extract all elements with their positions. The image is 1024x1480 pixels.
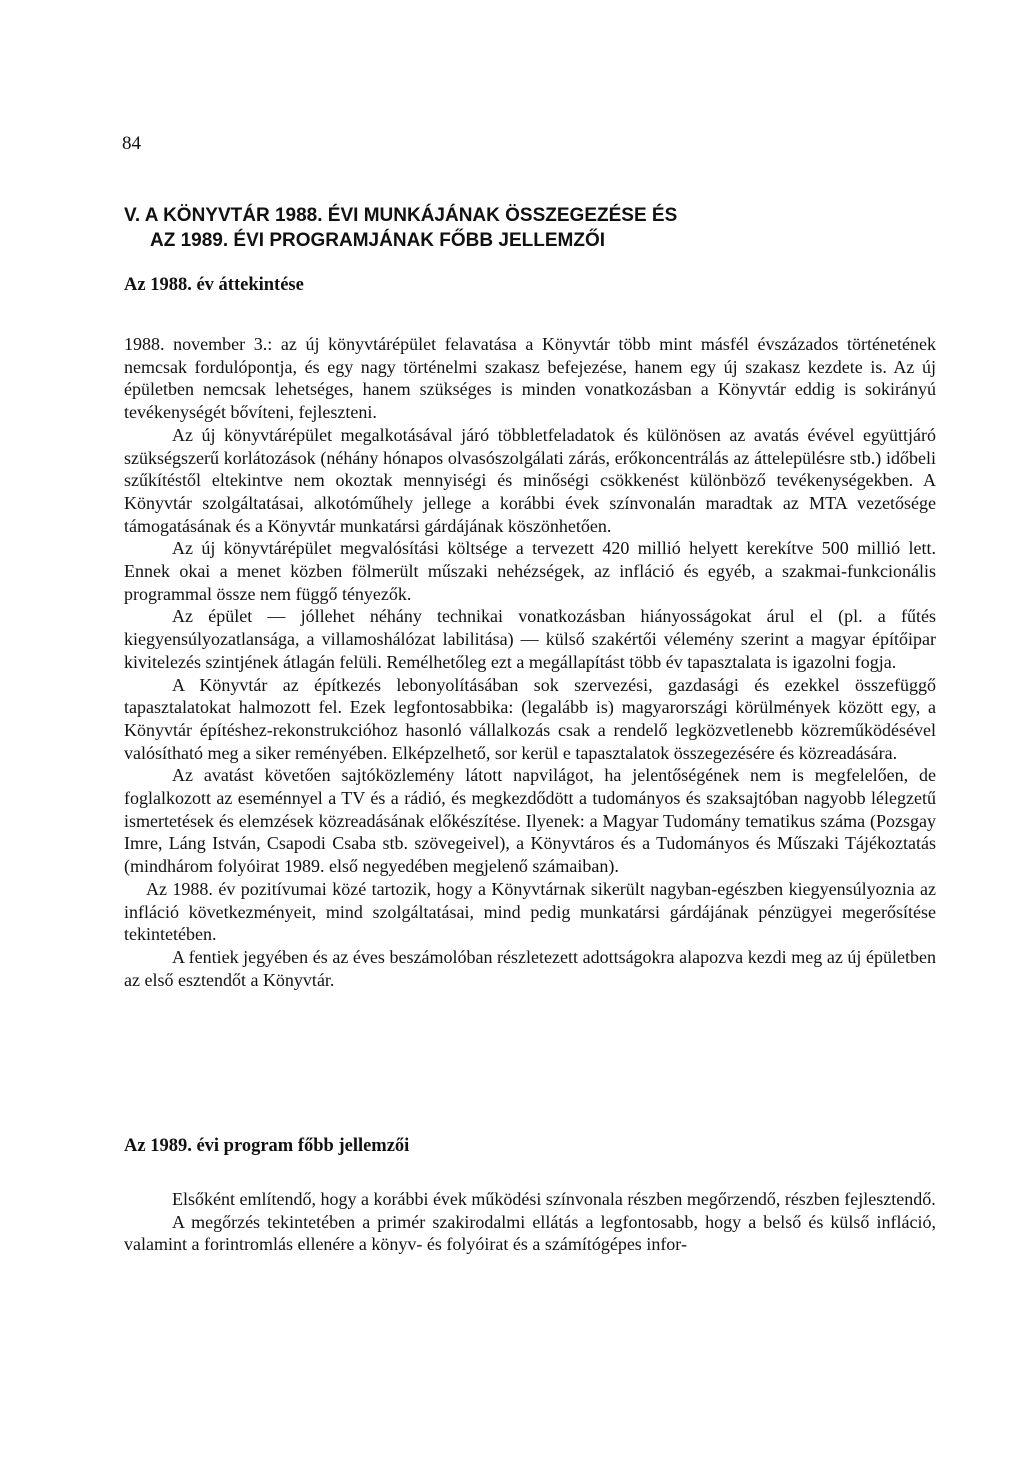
paragraph: A megőrzés tekintetében a primér szakirodalmi ellátás a legfontosabb, hogy a belső és külső infláció, valamint a forintromlás ellenére a könyv- és folyóirat és a számítógépes infor- [124, 1211, 936, 1255]
section-heading-1988-overview: Az 1988. év áttekintése [124, 275, 304, 295]
chapter-title [124, 203, 904, 253]
section-1988-body [124, 333, 936, 991]
chapter-title-line-1: V. A KÖNYVTÁR 1988. ÉVI MUNKÁJÁNAK ÖSSZEGEZÉSE ÉS [124, 205, 678, 226]
chapter-title-line-2: AZ 1989. ÉVI PROGRAMJÁNAK FŐBB JELLEMZŐI [150, 230, 606, 251]
page-number: 84 [122, 133, 141, 154]
section-1989-body [124, 1188, 936, 1256]
paragraph: Az épület — jóllehet néhány technikai vonatkozásban hiányosságokat árul el (pl. a fűtés kiegyensúlyozatlansága, a villamoshálózat labilitása) — külső szakértői vélemény szerint a magyar építőipar kivitelezés szintjének átlagán felüli. Remélhetőleg ezt a megállapítást több év tapasztalata is igazolni fogja. [124, 606, 936, 672]
section-heading-1989-program: Az 1989. évi program főbb jellemzői [124, 1136, 410, 1156]
paragraph: Elsőként említendő, hogy a korábbi évek működési színvonala részben megőrzendő, részben fejlesztendő. [172, 1189, 936, 1209]
paragraph: Az új könyvtárépület megalkotásával járó többletfeladatok és különösen az avatás évével együttjáró szükségszerű korlátozások (néhány hónapos olvasószolgálati zárás, erőkoncentrálás az áttelepülésre stb.) időbeli szűkítéstől eltekintve nem okoztak mennyiségi és minőségi csökkenést különböző tevékenységekben. A Könyvtár szolgáltatásai, alkotóműhely jellege a korábbi évek színvonalán maradtak az MTA vezetősége támogatásának és a Könyvtár munkatársi gárdájának köszönhetően. [124, 424, 936, 536]
paragraph: Az új könyvtárépület megvalósítási költsége a tervezett 420 millió helyett kerekítve 500 millió lett. Ennek okai a menet közben fölmerült műszaki nehézségek, az infláció és egyéb, a szakmai-funkcionális programmal össze nem függő tényezők. [124, 538, 936, 604]
paragraph: A fentiek jegyében és az éves beszámolóban részletezett adottságokra alapozva kezdi meg az új épületben az első esztendőt a Könyvtár. [124, 946, 936, 990]
paragraph: A Könyvtár az építkezés lebonyolításában sok szervezési, gazdasági és ezekkel összefüggő tapasztalatokat halmozott fel. Ezek legfontosabbika: (legalább is) magyarországi körülmények között egy, a Könyvtár építéshez-rekonstrukcióhoz hasonló vállalkozás csak a rendelő legközvetlenebb közreműködésével valósítható meg a siker reményében. Elképzelhető, sor kerül e tapasztalatok összegezésére és közreadására. [124, 674, 936, 763]
paragraph: Az 1988. év pozitívumai közé tartozik, hogy a Könyvtárnak sikerült nagyban-egészben kiegyensúlyoznia az infláció következményeit, mind szolgáltatásai, mind pedig munkatársi gárdájának pénzügyei megerősítése tekintetében. [124, 878, 936, 945]
paragraph: Az avatást követően sajtóközlemény látott napvilágot, ha jelentőségének nem is megfelelően, de foglalkozott az eseménnyel a TV és a rádió, és megkezdődött a tudományos és szaksajtóban nagyobb lélegzetű ismertetések és elemzések közreadásának előkészítése. Ilyenek: a Magyar Tudomány tematikus száma (Pozsgay Imre, Láng István, Csapodi Csaba stb. szövegeivel), a Könyvtáros és a Tudományos és Műszaki Tájékoztatás (mindhárom folyóirat 1989. első negyedében megjelenő számaiban). [124, 765, 936, 877]
paragraph: 1988. november 3.: az új könyvtárépület felavatása a Könyvtár több mint másfél évszázados történetének nemcsak fordulópontja, és egy nagy történelmi szakasz befejezése, hanem egy új szakasz kezdete is. Az új épületben nemcsak lehetséges, hanem szükséges is minden vonatkozásban a Könyvtár eddig is sokirányú tevékenységét bővíteni, fejleszteni. [124, 334, 936, 423]
